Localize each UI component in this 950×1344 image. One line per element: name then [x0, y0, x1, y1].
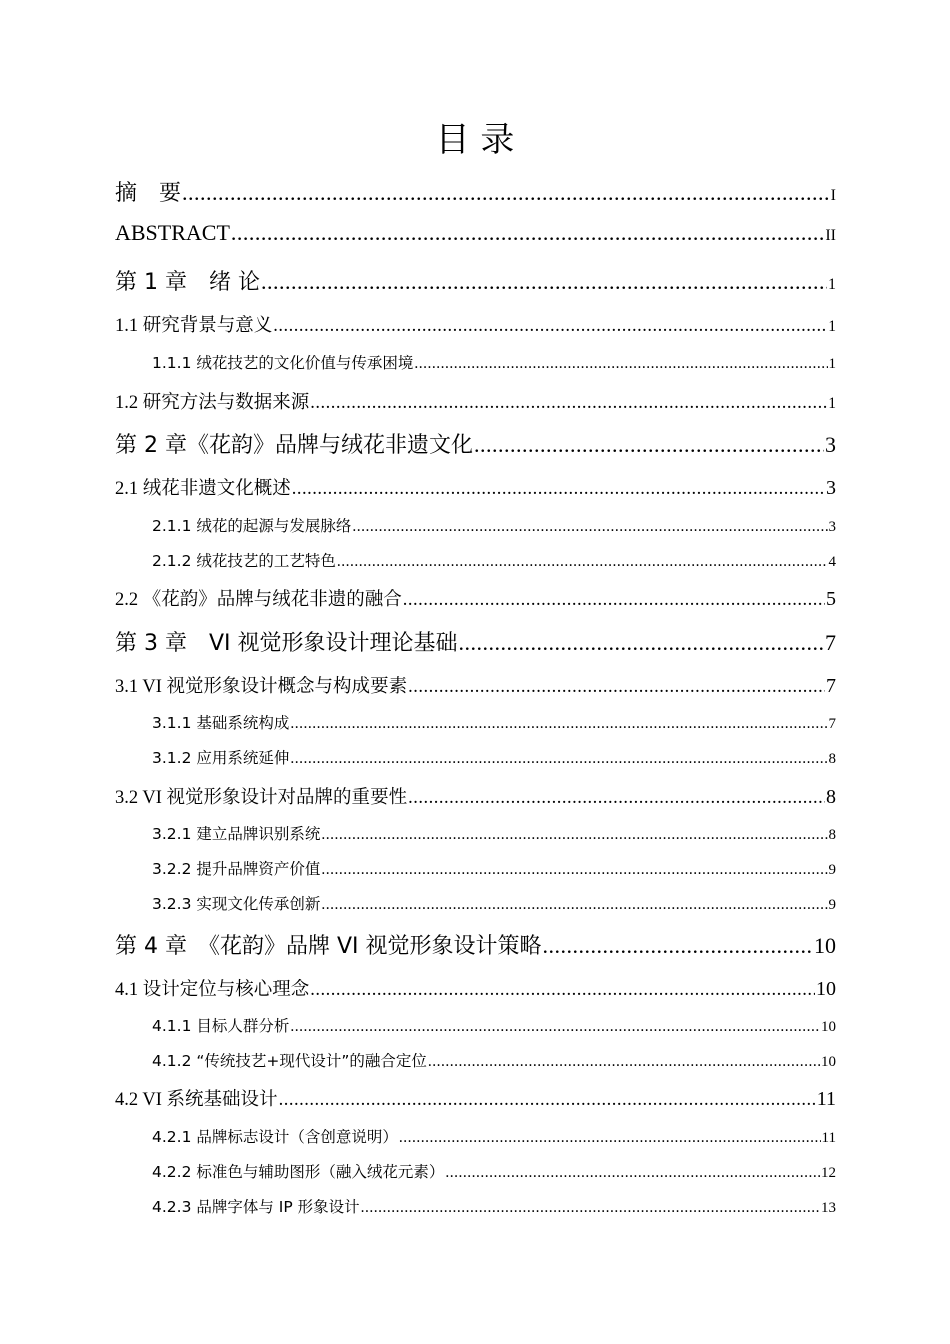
toc-entry-3-2-3[interactable]: [152, 892, 836, 914]
toc-label: 3.2.1 建立品牌识别系统: [152, 825, 321, 843]
toc-page-number: 7: [828, 716, 836, 732]
toc-entry-chapter-1[interactable]: [115, 265, 836, 296]
toc-leader: [337, 553, 828, 571]
toc-leader: [445, 1164, 820, 1182]
toc-label: 第 1 章 绪 论: [115, 270, 260, 295]
toc-label: 第 3 章 VI 视觉形象设计理论基础: [115, 631, 458, 656]
toc-entry-2-2[interactable]: [115, 585, 836, 611]
toc-label: 第 2 章《花韵》品牌与绒花非遗文化: [115, 433, 473, 458]
toc-label: 4.2.1 品牌标志设计（含创意说明）: [152, 1128, 398, 1146]
toc-leader: [321, 861, 827, 879]
toc-page-number: I: [830, 187, 836, 204]
toc-label: 2.1.1 绒花的起源与发展脉络: [152, 517, 352, 535]
toc-leader: [428, 1053, 820, 1071]
toc-page-number: 11: [816, 1088, 836, 1110]
toc-page-number: 10: [821, 1054, 836, 1070]
toc-page-number: 8: [828, 827, 836, 843]
toc-entry-3-2-2[interactable]: [152, 857, 836, 879]
toc-label: 4.1.1 目标人群分析: [152, 1017, 290, 1035]
toc-leader: [459, 630, 824, 656]
toc-page-number: 10: [821, 1019, 836, 1035]
toc-label: 2.1 绒花非遗文化概述: [115, 479, 291, 499]
toc-entry-3-2-1[interactable]: [152, 822, 836, 844]
toc-entry-abstract-cn[interactable]: [115, 176, 836, 207]
toc-entry-chapter-2[interactable]: [115, 428, 836, 459]
toc-label: 1.2 研究方法与数据来源: [115, 393, 310, 413]
toc-label: 摘 要: [115, 181, 182, 206]
toc-leader: [231, 220, 824, 246]
toc-entry-abstract-en[interactable]: [115, 220, 836, 246]
toc-label: 4.1 设计定位与核心理念: [115, 980, 310, 1000]
toc-label: 4.2.2 标准色与辅助图形（融入绒花元素）: [152, 1163, 445, 1181]
toc-entry-3-1-2[interactable]: [152, 746, 836, 768]
toc-entry-chapter-3[interactable]: [115, 626, 836, 657]
toc-entry-3-1[interactable]: [115, 672, 836, 698]
toc-label: 4.2 VI 系统基础设计: [115, 1090, 278, 1110]
toc-page-number: 1: [828, 356, 836, 372]
toc-leader: [414, 355, 827, 373]
toc-page-number: 7: [826, 675, 836, 697]
toc-page-number: 4: [828, 554, 836, 570]
toc-leader: [408, 677, 825, 698]
toc-leader: [408, 788, 825, 809]
toc-label: 3.2.2 提升品牌资产价值: [152, 860, 321, 878]
toc-leader: [273, 316, 827, 337]
toc-leader: [403, 590, 825, 611]
toc-leader: [279, 1090, 816, 1111]
toc-label: 4.2.3 品牌字体与 IP 形象设计: [152, 1198, 360, 1216]
toc-page-number: 8: [826, 786, 836, 808]
toc-label: 2.2 《花韵》品牌与绒花非遗的融合: [115, 590, 402, 610]
toc-leader: [321, 826, 827, 844]
toc-entry-2-1-1[interactable]: [152, 514, 836, 536]
toc-leader: [290, 750, 827, 768]
toc-leader: [361, 1199, 820, 1217]
toc-label: 3.2.3 实现文化传承创新: [152, 895, 321, 913]
toc-label: 3.1.2 应用系统延伸: [152, 749, 290, 767]
toc-entry-1-2[interactable]: [115, 388, 836, 414]
toc-leader: [321, 896, 827, 914]
toc-entry-4-2-2[interactable]: [152, 1160, 836, 1182]
toc-leader: [543, 933, 813, 959]
toc-label: 1.1.1 绒花技艺的文化价值与传承困境: [152, 354, 414, 372]
toc-page-number: 10: [816, 978, 836, 1000]
toc-leader: [310, 980, 815, 1001]
toc-page-number: 13: [821, 1200, 836, 1216]
toc-label: 3.1 VI 视觉形象设计概念与构成要素: [115, 677, 408, 697]
toc-entry-4-1-2[interactable]: [152, 1049, 836, 1071]
toc-leader: [261, 269, 827, 295]
toc-page-number: 10: [814, 933, 836, 958]
toc-leader: [290, 715, 827, 733]
toc-leader: [474, 432, 824, 458]
toc-entry-2-1-2[interactable]: [152, 549, 836, 571]
toc-leader: [292, 479, 825, 500]
toc-page-number: 1: [828, 395, 836, 412]
toc-entry-3-1-1[interactable]: [152, 711, 836, 733]
toc-entry-4-2[interactable]: [115, 1085, 836, 1111]
toc-leader: [290, 1018, 820, 1036]
toc-page-number: 1: [828, 276, 836, 293]
toc-entry-2-1[interactable]: [115, 474, 836, 500]
toc-page-number: 1: [828, 318, 836, 335]
toc-entry-4-2-1[interactable]: [152, 1125, 836, 1147]
toc-page-number: II: [825, 227, 836, 244]
toc-label: 1.1 研究背景与意义: [115, 316, 273, 336]
toc-entry-3-2[interactable]: [115, 783, 836, 809]
toc-page-number: 9: [828, 862, 836, 878]
toc-label: 3.2 VI 视觉形象设计对品牌的重要性: [115, 788, 408, 808]
toc-entry-1-1-1[interactable]: [152, 351, 836, 373]
toc-page-number: 7: [825, 630, 836, 655]
toc-label: 第 4 章 《花韵》品牌 VI 视觉形象设计策略: [115, 934, 542, 959]
toc-page-number: 3: [825, 432, 836, 457]
toc-entry-chapter-4[interactable]: [115, 929, 836, 960]
toc-leader: [310, 393, 827, 414]
toc-label: ABSTRACT: [115, 220, 230, 245]
toc-entry-4-1[interactable]: [115, 975, 836, 1001]
toc-label: 4.1.2 “传统技艺+现代设计”的融合定位: [152, 1052, 427, 1070]
toc-page-number: 3: [826, 477, 836, 499]
page-title: 目 录: [435, 120, 515, 160]
toc-label: 3.1.1 基础系统构成: [152, 714, 290, 732]
toc-leader: [399, 1129, 821, 1147]
toc-page-number: 12: [821, 1165, 836, 1181]
toc-page-number: 8: [828, 751, 836, 767]
toc-page-number: 11: [821, 1130, 836, 1146]
toc-entry-4-1-1[interactable]: [152, 1014, 836, 1036]
toc-entry-1-1[interactable]: [115, 311, 836, 337]
toc-page-number: 5: [826, 588, 836, 610]
toc-page-number: 9: [828, 897, 836, 913]
toc-page-number: 3: [828, 519, 836, 535]
toc-label: 2.1.2 绒花技艺的工艺特色: [152, 552, 336, 570]
toc-leader: [352, 518, 827, 536]
toc-leader: [182, 180, 830, 206]
toc-entry-4-2-3[interactable]: [152, 1195, 836, 1217]
